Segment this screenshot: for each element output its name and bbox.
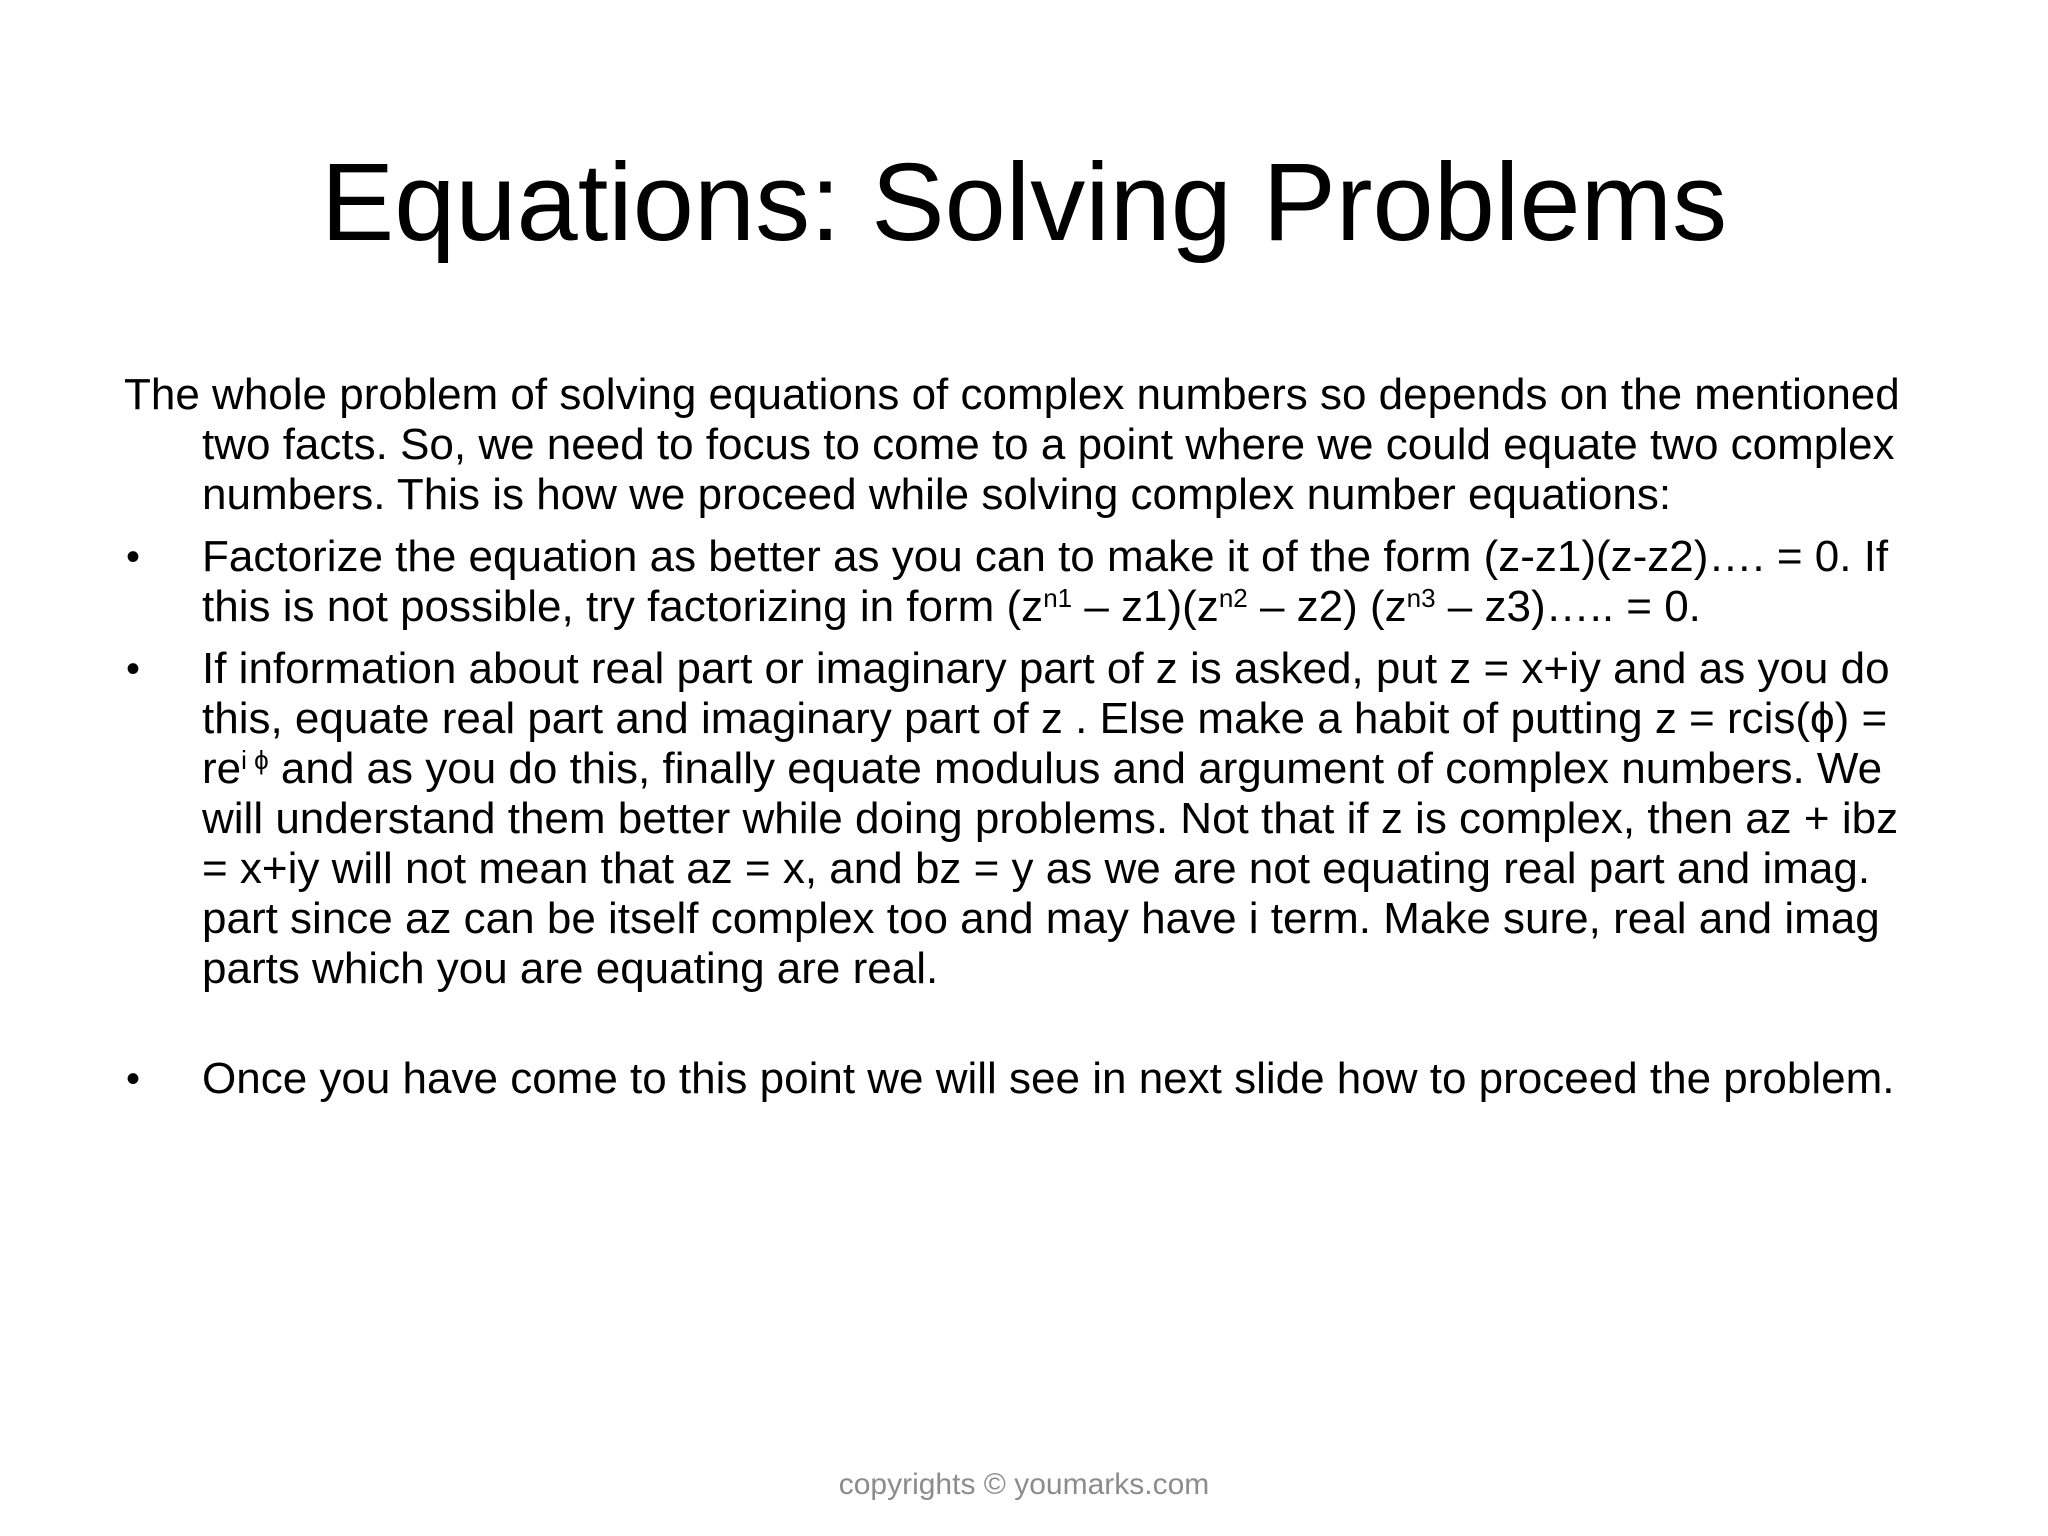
slide-body bbox=[124, 370, 1924, 1104]
bullet-real-imag bbox=[124, 644, 1924, 994]
superscript: n3 bbox=[1406, 583, 1436, 613]
bullet-text: – z3)….. = 0. bbox=[1435, 582, 1701, 631]
bullet-text: Once you have come to this point we will see in next slide how to proceed the problem. bbox=[202, 1054, 1895, 1103]
bullet-icon: • bbox=[126, 1057, 141, 1101]
copyright-footer: copyrights © youmarks.com bbox=[838, 1468, 1210, 1501]
bullet-text: If information about real part or imaginary part of z is asked, put z = x+iy and as you do this, equate real part and imaginary part of z . Else make a habit of putting z = rcis(ϕ) = re bbox=[202, 644, 1890, 793]
superscript: i ϕ bbox=[241, 745, 269, 775]
bullet-text: – z2) (z bbox=[1247, 582, 1407, 631]
bullet-icon: • bbox=[126, 535, 141, 579]
superscript: n1 bbox=[1043, 583, 1073, 613]
intro-paragraph: The whole problem of solving equations of complex numbers so depends on the mentioned two facts. So, we need to focus to come to a point where we could equate two complex numbers. This is how we proceed while solving complex number equations: bbox=[124, 370, 1900, 519]
slide-title: Equations: Solving Problems bbox=[320, 141, 1728, 264]
superscript: n2 bbox=[1218, 583, 1248, 613]
bullet-text: and as you do this, finally equate modulus and argument of complex numbers. We will understand them better while doing problems. Not that if z is complex, then az + ibz = x+iy will not mean that az = x, and bz = y as we are not equating real part and imag. part since az can be itself complex too and may have i term. Make sure, real and imag parts which you are equating are real. bbox=[202, 744, 1899, 993]
bullet-text: Factorize the equation as better as you can to make it of the form (z-z1)(z-z2)…. = 0. If this is not possible, try factorizing in form (z bbox=[202, 532, 1889, 631]
bullet-next-slide bbox=[124, 1054, 1924, 1104]
bullet-icon: • bbox=[126, 647, 141, 691]
bullet-factorize bbox=[124, 532, 1924, 632]
bullet-text: – z1)(z bbox=[1072, 582, 1219, 631]
